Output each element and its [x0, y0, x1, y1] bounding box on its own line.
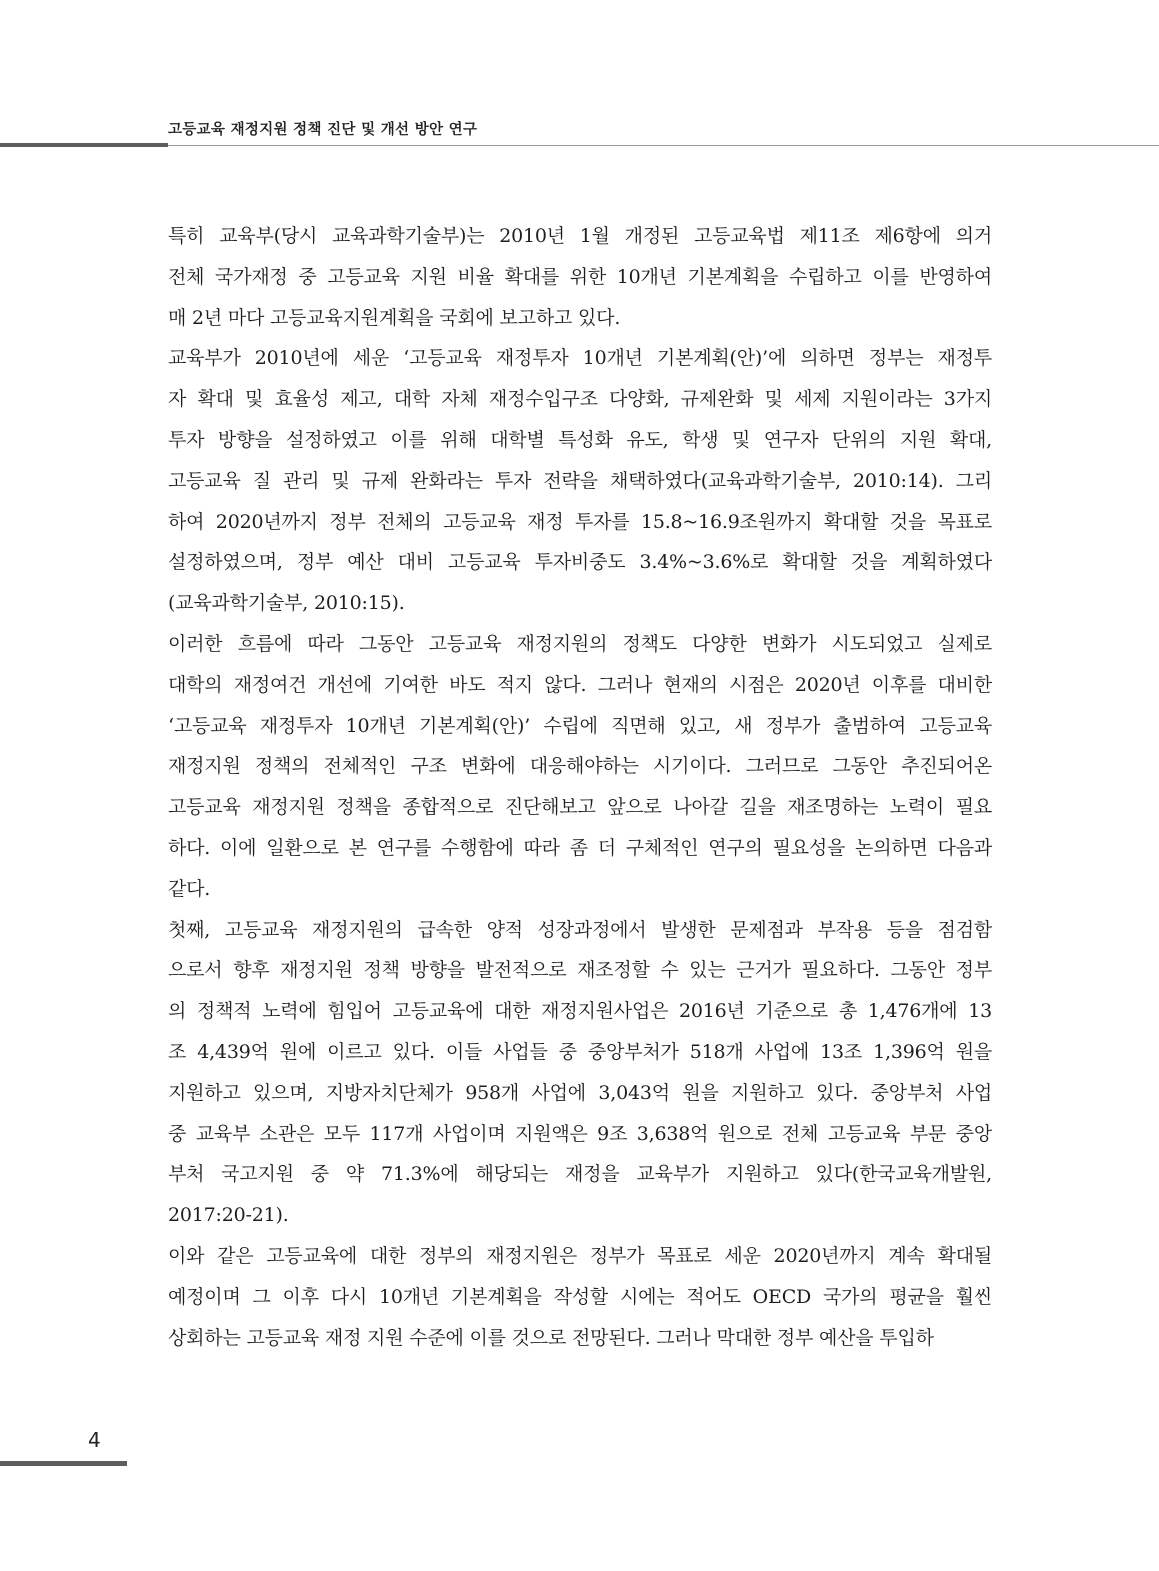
text-line: 설정하였으며, 정부 예산 대비 고등교육 투자비중도 3.4%~3.6%로 확대할 것을 계획하였다 — [168, 551, 992, 574]
page-number: 4 — [88, 1428, 101, 1452]
text-line: 이러한 흐름에 따라 그동안 고등교육 재정지원의 정책도 다양한 변화가 시도되었고 실제로 — [168, 632, 992, 655]
text-line: 의 정책적 노력에 힘입어 고등교육에 대한 재정지원사업은 2016년 기준으로 총 1,476개에 13 — [168, 1000, 992, 1023]
text-line: 중 교육부 소관은 모두 117개 사업이며 지원액은 9조 3,638억 원으로 전체 고등교육 부문 중앙 — [168, 1122, 992, 1145]
text-line: 전체 국가재정 중 고등교육 지원 비율 확대를 위한 10개년 기본계획을 수립하고 이를 반영하여 — [168, 265, 992, 288]
paragraph — [168, 624, 992, 910]
footer-rule — [0, 1461, 127, 1466]
text-line: 고등교육 재정지원 정책을 종합적으로 진단해보고 앞으로 나아갈 길을 재조명하는 노력이 필요 — [168, 796, 992, 819]
text-line: 예정이며 그 이후 다시 10개년 기본계획을 작성할 시에는 적어도 OECD 국가의 평균을 훨씬 — [168, 1285, 992, 1308]
text-line: 으로서 향후 재정지원 정책 방향을 발전적으로 재조정할 수 있는 근거가 필요하다. 그동안 정부 — [168, 959, 992, 982]
paragraph — [168, 1236, 992, 1358]
text-line: 2017:20-21). — [168, 1204, 289, 1227]
body-text — [168, 216, 992, 1358]
text-line: 같다. — [168, 877, 211, 900]
text-line: 이와 같은 고등교육에 대한 정부의 재정지원은 정부가 목표로 세운 2020년까지 계속 확대될 — [168, 1244, 992, 1267]
text-line: 조 4,439억 원에 이르고 있다. 이들 사업들 중 중앙부처가 518개 사업에 13조 1,396억 원을 — [168, 1040, 992, 1063]
text-line: 교육부가 2010년에 세운 ‘고등교육 재정투자 10개년 기본계획(안)’에 의하면 정부는 재정투 — [168, 347, 992, 370]
header-rule-accent — [0, 143, 168, 147]
text-line: ‘고등교육 재정투자 10개년 기본계획(안)’ 수립에 직면해 있고, 새 정부가 출범하여 고등교육 — [168, 714, 992, 737]
text-line: 고등교육 질 관리 및 규제 완화라는 투자 전략을 채택하였다(교육과학기술부, 2010:14). 그리 — [168, 469, 992, 492]
text-line: 부처 국고지원 중 약 71.3%에 해당되는 재정을 교육부가 지원하고 있다(한국교육개발원, — [168, 1163, 992, 1186]
text-line: 대학의 재정여건 개선에 기여한 바도 적지 않다. 그러나 현재의 시점은 2020년 이후를 대비한 — [168, 673, 992, 696]
text-line: 자 확대 및 효율성 제고, 대학 자체 재정수입구조 다양화, 규제완화 및 세제 지원이라는 3가지 — [168, 388, 992, 411]
paragraph — [168, 216, 992, 338]
text-line: 투자 방향을 설정하였고 이를 위해 대학별 특성화 유도, 학생 및 연구자 단위의 지원 확대, — [168, 428, 992, 451]
header-rule — [168, 145, 1159, 146]
text-line: (교육과학기술부, 2010:15). — [168, 592, 405, 615]
text-line: 하다. 이에 일환으로 본 연구를 수행함에 따라 좀 더 구체적인 연구의 필요성을 논의하면 다음과 — [168, 836, 992, 859]
text-line: 특히 교육부(당시 교육과학기술부)는 2010년 1월 개정된 고등교육법 제11조 제6항에 의거 — [168, 225, 992, 247]
paragraph — [168, 910, 992, 1236]
text-line: 매 2년 마다 고등교육지원계획을 국회에 보고하고 있다. — [168, 306, 621, 329]
text-line: 상회하는 고등교육 재정 지원 수준에 이를 것으로 전망된다. 그러나 막대한 정부 예산을 투입하 — [168, 1326, 934, 1349]
paragraph — [168, 338, 992, 624]
running-header-title: 고등교육 재정지원 정책 진단 및 개선 방안 연구 — [168, 122, 478, 138]
text-line: 하여 2020년까지 정부 전체의 고등교육 재정 투자를 15.8~16.9조원까지 확대할 것을 목표로 — [168, 510, 992, 533]
text-line: 재정지원 정책의 전체적인 구조 변화에 대응해야하는 시기이다. 그러므로 그동안 추진되어온 — [168, 755, 992, 778]
text-line: 지원하고 있으며, 지방자치단체가 958개 사업에 3,043억 원을 지원하고 있다. 중앙부처 사업 — [168, 1081, 992, 1104]
text-line: 첫째, 고등교육 재정지원의 급속한 양적 성장과정에서 발생한 문제점과 부작용 등을 점검함 — [168, 918, 992, 941]
